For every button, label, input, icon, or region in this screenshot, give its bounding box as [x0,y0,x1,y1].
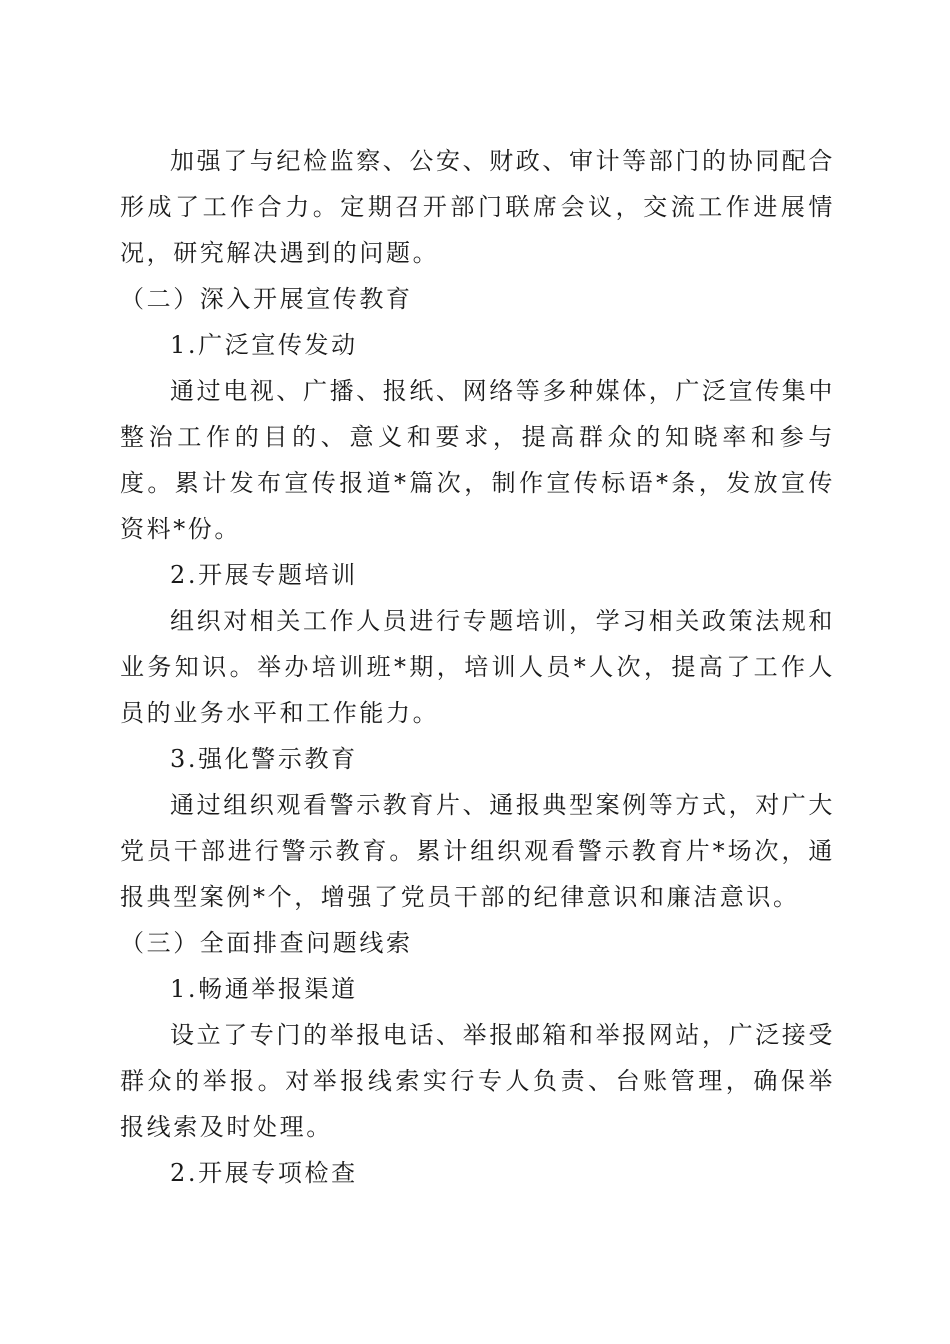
subheading-special-inspection: 2.开展专项检查 [170,1159,358,1187]
subheading-warning-education: 3.强化警示教育 [170,745,358,773]
document-body [120,138,835,1196]
paragraph-reporting: 设立了专门的举报电话、举报邮箱和举报网站，广泛接受群众的举报。对举报线索实行专人负责、台账管理，确保举报线索及时处理。 [120,1021,835,1141]
paragraph-coordination: 加强了与纪检监察、公安、财政、审计等部门的协同配合形成了工作合力。定期召开部门联席会议，交流工作进展情况，研究解决遇到的问题。 [120,147,835,267]
subheading-publicity-mobilization: 1.广泛宣传发动 [170,331,358,359]
paragraph-training: 组织对相关工作人员进行专题培训，学习相关政策法规和业务知识。举办培训班*期，培训人员*人次，提高了工作人员的业务水平和工作能力。 [120,607,835,727]
section-heading-publicity: （二）深入开展宣传教育 [120,285,413,313]
section-heading-investigation: （三）全面排查问题线索 [120,929,413,957]
subheading-reporting-channels: 1.畅通举报渠道 [170,975,358,1003]
paragraph-media-publicity: 通过电视、广播、报纸、网络等多种媒体，广泛宣传集中整治工作的目的、意义和要求，提高群众的知晓率和参与度。累计发布宣传报道*篇次，制作宣传标语*条，发放宣传资料*份。 [120,377,835,543]
paragraph-warning-education: 通过组织观看警示教育片、通报典型案例等方式，对广大党员干部进行警示教育。累计组织观看警示教育片*场次，通报典型案例*个，增强了党员干部的纪律意识和廉洁意识。 [120,791,835,911]
subheading-special-training: 2.开展专题培训 [170,561,358,589]
